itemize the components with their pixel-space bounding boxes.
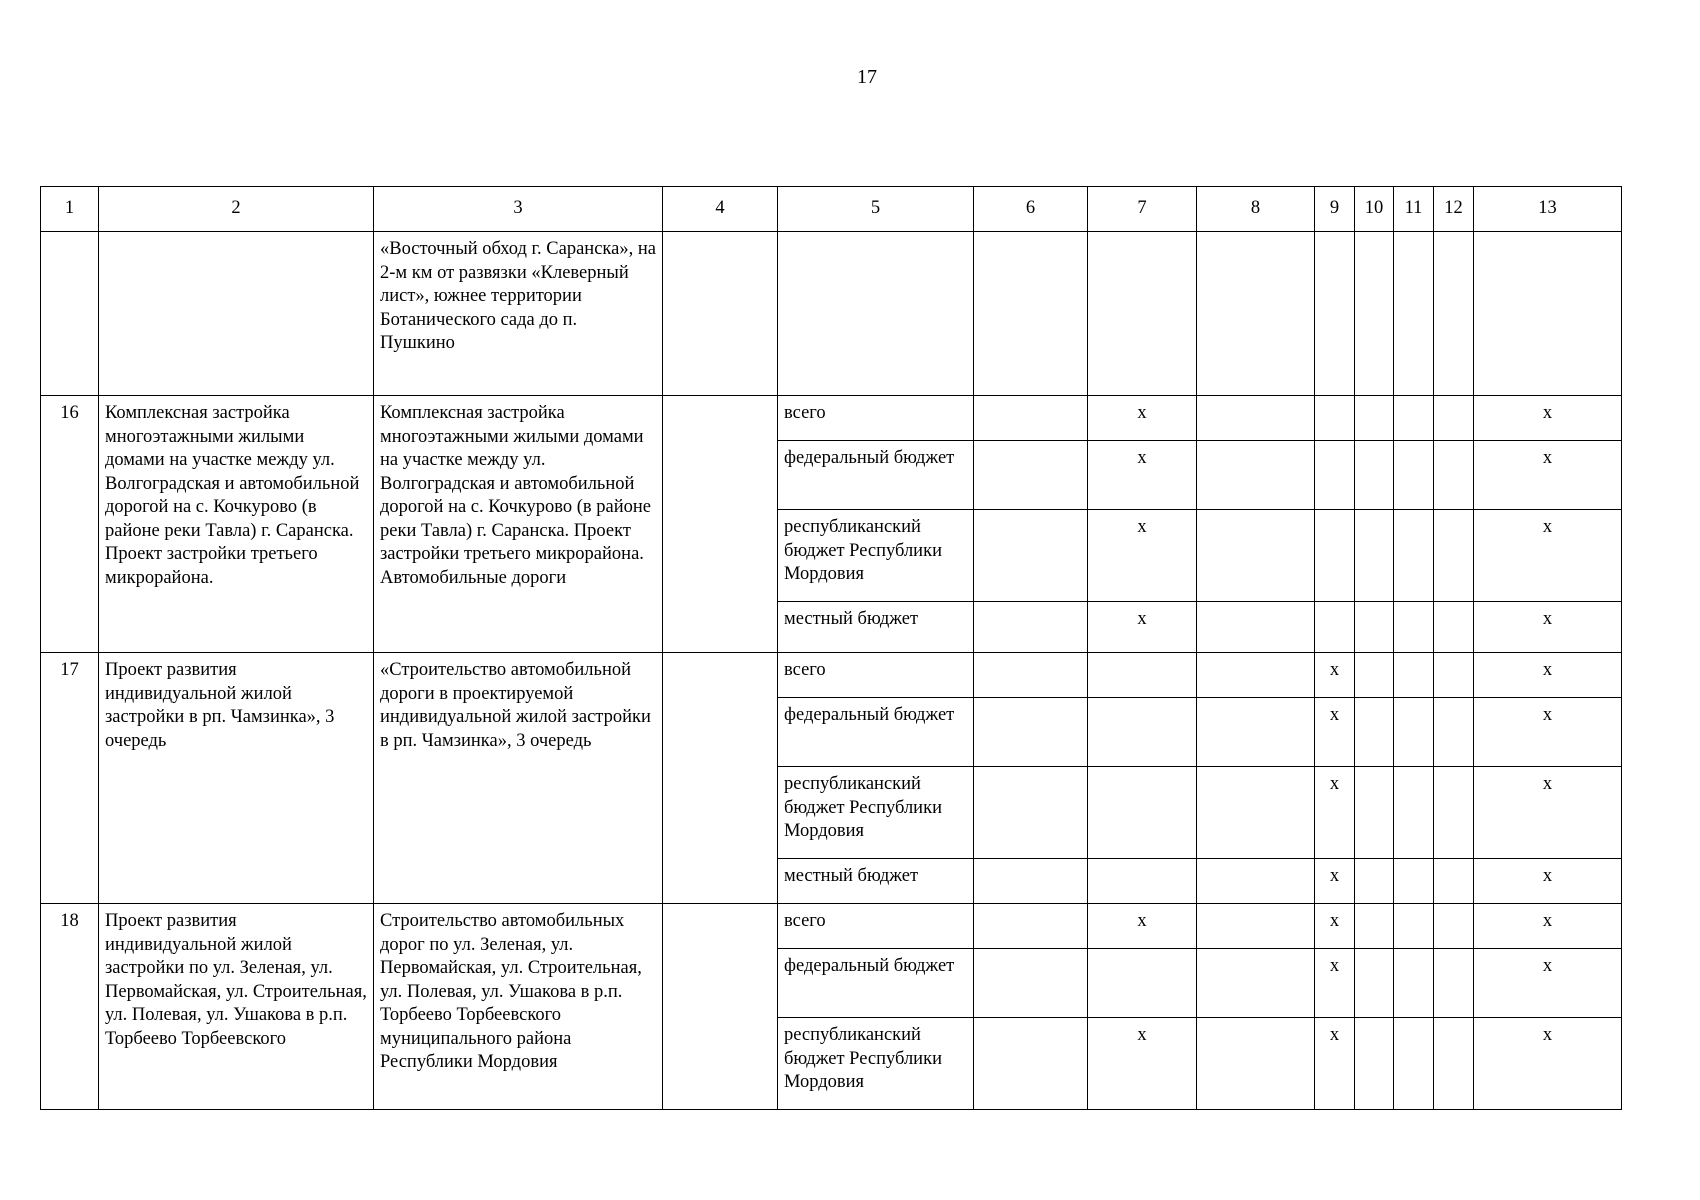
table-row <box>41 904 1622 949</box>
funding-source: федеральный бюджет <box>778 698 974 767</box>
funding-source: всего <box>778 396 974 441</box>
continuation-row <box>41 232 1622 396</box>
object-name: Строительство автомобильных дорог по ул. Зеленая, ул. Первомайская, ул. Строительная, ул. Полевая, ул. Ушакова в р.п. Торбеево Торбеевского муниципального района Республики Мордовия <box>374 904 663 1110</box>
project-name: Проект развития индивидуальной жилой застройки по ул. Зеленая, ул. Первомайская, ул. Строительная, ул. Полевая, ул. Ушакова в р.п. Торбеево Торбеевского <box>99 904 374 1110</box>
funding-source: местный бюджет <box>778 859 974 904</box>
table-row <box>41 653 1622 698</box>
cell-mark <box>1088 653 1197 698</box>
cell-mark <box>1315 441 1355 510</box>
cell-mark: x <box>1088 1018 1197 1110</box>
cell-mark: x <box>1088 510 1197 602</box>
funding-source: республиканский бюджет Республики Мордовия <box>778 767 974 859</box>
col-header: 2 <box>99 187 374 232</box>
funding-source: республиканский бюджет Республики Мордовия <box>778 1018 974 1110</box>
col-header: 3 <box>374 187 663 232</box>
cell-mark <box>1088 767 1197 859</box>
cell-mark: x <box>1088 396 1197 441</box>
cell-mark: x <box>1474 767 1622 859</box>
funding-source: всего <box>778 904 974 949</box>
col-header: 12 <box>1434 187 1474 232</box>
cell-mark: x <box>1315 698 1355 767</box>
cell-mark: x <box>1474 653 1622 698</box>
cell-mark: x <box>1474 441 1622 510</box>
funding-source: местный бюджет <box>778 602 974 653</box>
cell-mark: x <box>1315 859 1355 904</box>
cell-mark: x <box>1315 949 1355 1018</box>
program-table <box>40 186 1622 1110</box>
cell-mark <box>1088 859 1197 904</box>
cell-mark: x <box>1315 1018 1355 1110</box>
row-number: 18 <box>41 904 99 1110</box>
cell-mark <box>1315 602 1355 653</box>
col-header: 7 <box>1088 187 1197 232</box>
col-header: 5 <box>778 187 974 232</box>
cell-mark <box>1088 949 1197 1018</box>
col-header: 11 <box>1394 187 1434 232</box>
cell-mark: x <box>1474 859 1622 904</box>
cell-mark: x <box>1088 904 1197 949</box>
funding-source: всего <box>778 653 974 698</box>
col-header: 9 <box>1315 187 1355 232</box>
col-header: 6 <box>974 187 1088 232</box>
object-name: «Строительство автомобильной дороги в проектируемой индивидуальной жилой застройки в рп. Чамзинка», 3 очередь <box>374 653 663 904</box>
row-number: 16 <box>41 396 99 653</box>
cell-mark <box>1088 698 1197 767</box>
project-name: Комплексная застройка многоэтажными жилыми домами на участке между ул. Волгоградская и автомобильной дорогой на с. Кочкурово (в районе реки Тавла) г. Саранска. Проект застройки третьего микрорайона. <box>99 396 374 653</box>
cell-mark: x <box>1315 767 1355 859</box>
project-name: Проект развития индивидуальной жилой застройки в рп. Чамзинка», 3 очередь <box>99 653 374 904</box>
funding-source: федеральный бюджет <box>778 949 974 1018</box>
col-header: 1 <box>41 187 99 232</box>
header-row <box>41 187 1622 232</box>
funding-source: республиканский бюджет Республики Мордовия <box>778 510 974 602</box>
cell-mark: x <box>1088 602 1197 653</box>
row-number: 17 <box>41 653 99 904</box>
continuation-object-text: «Восточный обход г. Саранска», на 2-м км от развязки «Клеверный лист», южнее территории Ботанического сада до п. Пушкино <box>374 232 663 396</box>
cell-mark: x <box>1315 904 1355 949</box>
cell-mark: x <box>1474 396 1622 441</box>
object-name: Комплексная застройка многоэтажными жилыми домами на участке между ул. Волгоградская и автомобильной дорогой на с. Кочкурово (в районе реки Тавла) г. Саранска. Проект застройки третьего микрорайона. Автомобильные дороги <box>374 396 663 653</box>
cell-mark: x <box>1474 510 1622 602</box>
cell-mark: x <box>1474 602 1622 653</box>
cell-mark: x <box>1315 653 1355 698</box>
cell-mark: x <box>1474 949 1622 1018</box>
cell-mark: x <box>1474 904 1622 949</box>
cell-mark: x <box>1474 1018 1622 1110</box>
col-header: 8 <box>1197 187 1315 232</box>
cell-mark: x <box>1088 441 1197 510</box>
cell-mark <box>1315 510 1355 602</box>
col-header: 4 <box>663 187 778 232</box>
funding-source: федеральный бюджет <box>778 441 974 510</box>
table-row <box>41 396 1622 441</box>
cell-mark: x <box>1474 698 1622 767</box>
cell-mark <box>1315 396 1355 441</box>
col-header: 13 <box>1474 187 1622 232</box>
page-number: 17 <box>857 66 877 88</box>
col-header: 10 <box>1355 187 1394 232</box>
